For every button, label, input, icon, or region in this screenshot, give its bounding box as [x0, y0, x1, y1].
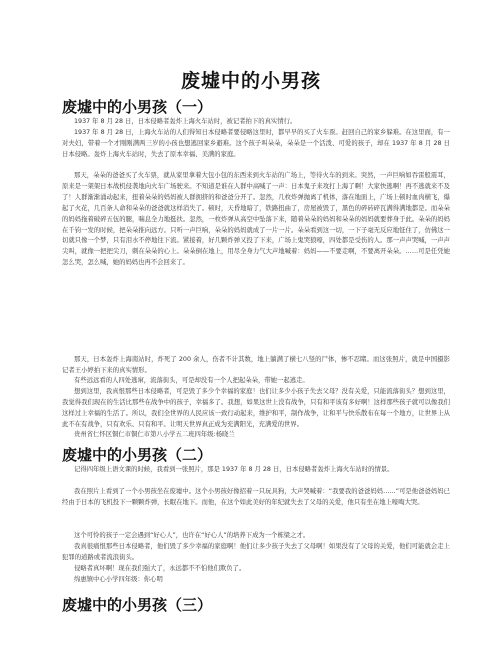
section-2-paragraph-1: 记得四年级上语文课的时候，我看到一张照片，那是 1937 年 8 月 28 日，日本侵略者轰炸上海火车站时的情景。 — [74, 466, 394, 473]
section-2-author-line: 绵惠镇中心小学四年级：你心明 — [74, 576, 163, 583]
section-3-heading: 废墟中的小男孩（三） — [62, 596, 213, 614]
section-1-paragraph-1: 1937 年 8 月 28 日，日本侵略者轰炸上海火车站时，被记者拍下的真实情行。 — [74, 118, 297, 125]
section-1-heading: 废墟中的小男孩（一） — [62, 98, 213, 116]
section-1-paragraph-3: 那天，朵朵的爸爸买了火车票，就从家里拿着大包小包的东西来到火车站的广场上，等待火车的到来。突然，一声巨响如吞雷般震耳，原来是一架架日本战机侵袭地向火车广场驶来。不知道是谁在人群中高喊了一声：日本鬼子来攻打上海了啊！大家快逃啊！再不逃就来不及了！人群渐渐涌动起来，扭着朵朵的妈妈被人群拥挤的和爸爸分开了。忽然，几枚炸弹抛离了机体，落在地面上，广场上顿时血肉横飞，爆起了火花，几百条人命和朵朵的爸爸就这样消失了。顿时，天昏地暗了，铁路扭曲了，房屋被毁了，黑色的碎砖碎瓦满得满地都是。而朵朵的妈妈拖着破碎五伍的腿，喘息全力地挺扶。忽然，一枚炸弹从高空中坠落下来，随着朵朵的妈妈和朵朵的妈妈就要葬身于此。朵朵的妈妈在千钧一发的时候，把朵朵推向远方。只听一声巨响，朵朵的妈妈就成了一片一片。朵朵看到这一切，一下子毫无反应地怔住了，仿佛这一切就只像一个梦，只有泪水不停地往下流。紧接着，好几颗炸弹又投了下来，广场上鬼哭狼嚎，四处都是受伤的人。那一声声哭喊，一声声尖叫，就像一把把尖刀，刺在朵朵的心上。朵朵倒在地上，用尽全身力气大声地喊着：妈妈——不要走啊，不要离开朵朵。……可是任凭她怎么哭，怎么喊，她的妈妈也再不会回来了。 — [62, 172, 450, 267]
section-2-paragraph-5: 侵略者真坏啊！现在我们强大了，永远都不不怕他们欺负了。 — [74, 565, 246, 572]
section-2-heading: 废墟中的小男孩（二） — [62, 446, 213, 464]
section-1-author-line: 贵州省仁怀区铜仁市铜仁市第八小学五二班四年级:杨晓兰 — [74, 431, 235, 438]
section-1-paragraph-2: 1937 年 8 月 28 日，上海火车站的人们得知日本侵略者要侵略这里时，都早早的买了火车票。赶回自己的家乡躲难。在这里面，有一对夫妇，带着一个才刚刚满两三岁的小孩也想逃回家乡避难。这个孩子叫朵朵，朵朵是一个活泼、可爱的孩子，却在 1937 年 8 月 28 日日本侵略。轰炸上海火车站时，失去了原本幸福、美满的家庭。 — [62, 129, 450, 158]
section-2-paragraph-3: 这个可怜的孩子一定会遇到“好心人”，也许在“好心人”的培养下成为一个栋梁之才。 — [74, 532, 310, 539]
section-1-paragraph-4: 那天，日本轰炸上海南站时，炸死了 200 余人，伤者不计其数，地上躺满了横七八竖的尸体，惨不忍睹。而这张照片，就是中国摄影记者王小婷拍下来的真实情形。 — [62, 356, 450, 374]
section-1-paragraph-5: 有些远远看的人四处逃窜，流落街头，可是却没有一个人把起朵朵，带她一起逃走。 — [74, 377, 309, 384]
section-2-paragraph-2: 我在照片上看到了一个小男孩坐在废墟中。这个小男孩好像招着一只玩具狗，大声哭喊着：“我要我的爸爸妈妈……”可是他爸爸妈妈已经由于日本的飞机投下一颗颗炸弹，长眠在地下。而他，在这个如此美好的年纪就失去了父母的关爱，他只有坐在地上嚎啕大哭。 — [62, 488, 450, 506]
section-2-paragraph-4: 我真很痛恨那些日本侵略者，他们毁了多少幸福的家庭啊！他们让多少孩子失去了父母啊！如果没有了父母的关爱，他们可能就会走上犯罪的道路或者流浪街头。 — [62, 543, 450, 561]
document-title: 废墟中的小男孩 — [180, 70, 321, 92]
section-1-paragraph-6: 想到这里，我真恨那些日本侵略者，可是毁了多少个幸福的家庭！也们让多少小孩子失去父母？没有关爱，只能流落街头？想到这里，我觉得我们现在的生活比那些在战争中的孩子，幸福多了。我想，如果这世上没有战争，只有和平该有多好啊！这样那些孩子就可以像我们这样过上幸福的生活了。所以，我们全世界的人民应该一致行动起来，维护和平，制作战争，让和平与快乐散布在每一个地方，让世界上从此不在有战争，只有欢乐、只有和平。让明天世界真正成为充满阳光，充满爱的世界。 — [62, 388, 450, 428]
